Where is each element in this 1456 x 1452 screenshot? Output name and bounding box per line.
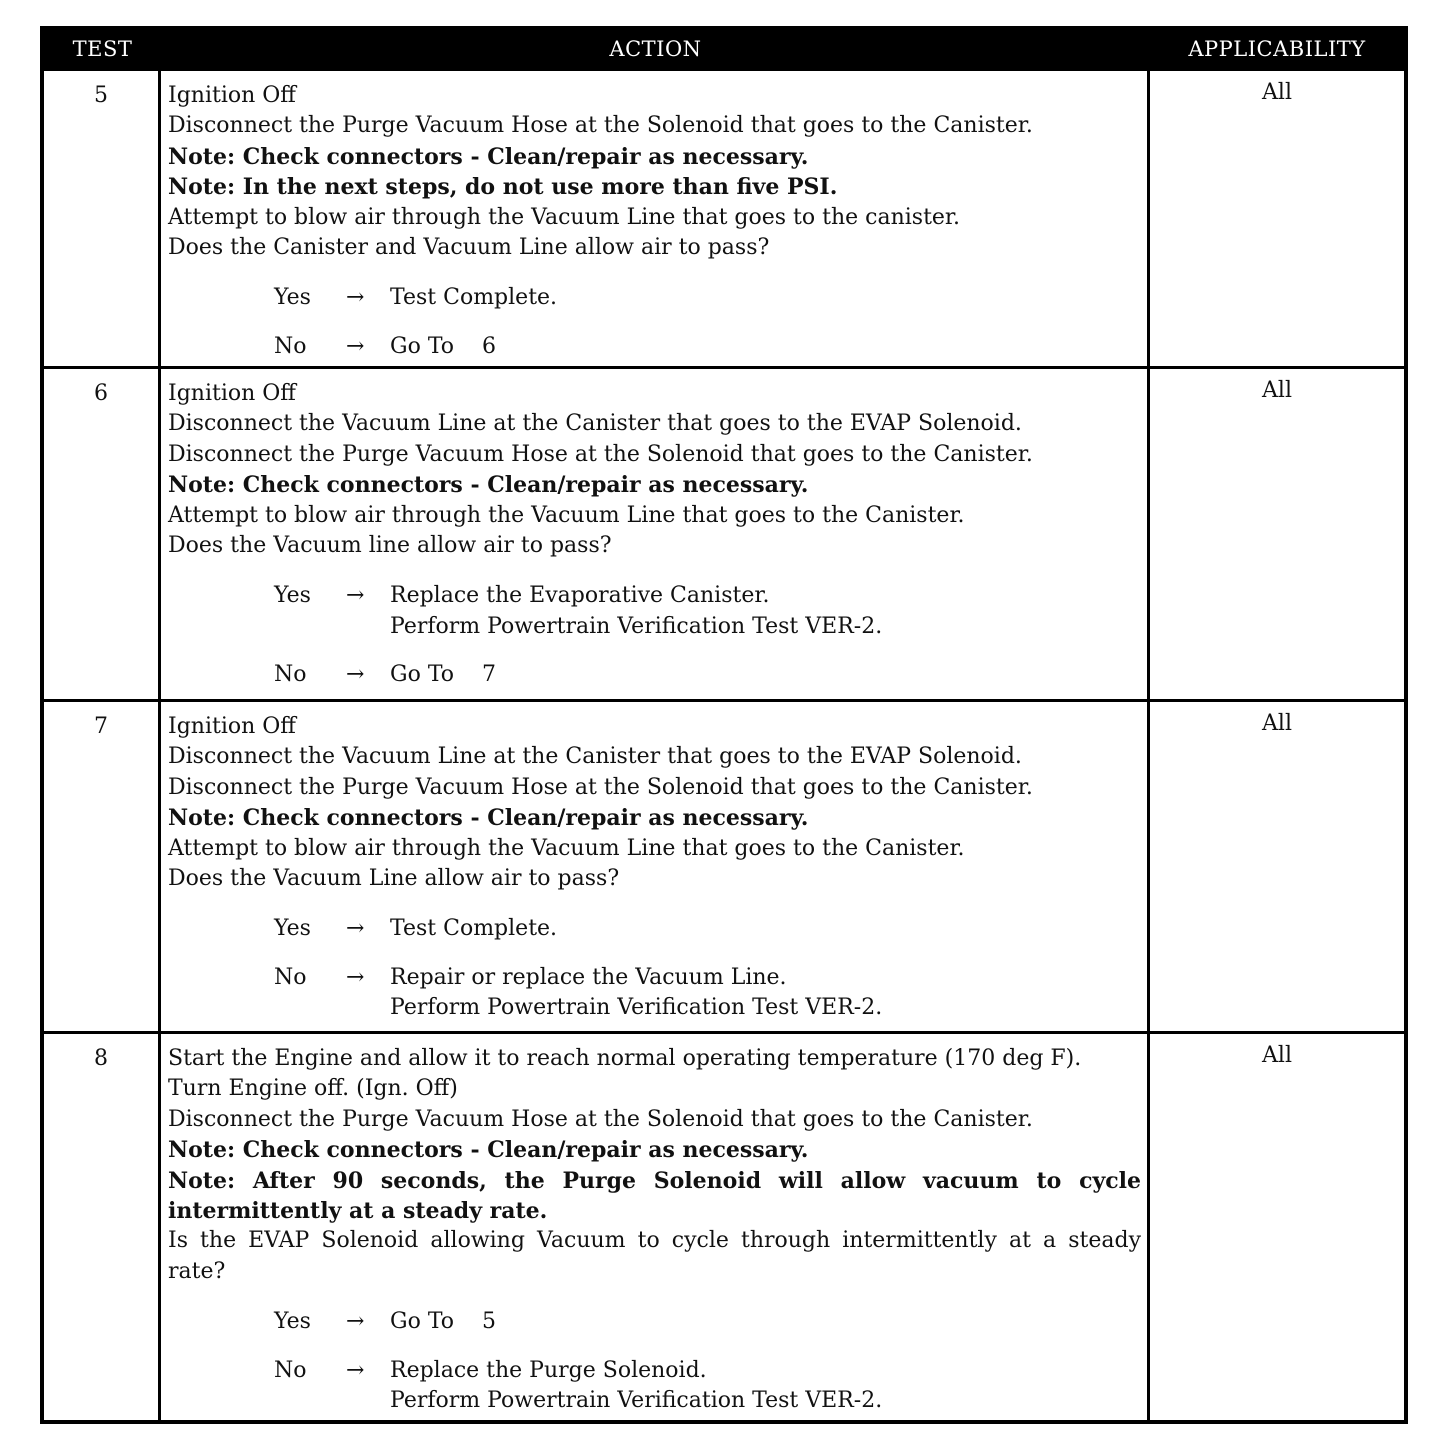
arrow-icon: → bbox=[346, 964, 365, 990]
outcome-label: Yes bbox=[274, 583, 311, 609]
applicability: All bbox=[1262, 711, 1292, 736]
diagnostic-test-table bbox=[40, 26, 1408, 1424]
note-line: Note: In the next steps, do not use more than five PSI. bbox=[168, 174, 838, 201]
note-line: Note: Check connectors - Clean/repair as necessary. bbox=[168, 1137, 809, 1164]
question-line: Does the Vacuum line allow air to pass? bbox=[168, 533, 612, 559]
table-row-test-8 bbox=[44, 1031, 1404, 1420]
outcome-result bbox=[390, 914, 1141, 944]
table-header bbox=[44, 30, 1404, 68]
outcome-yes bbox=[274, 914, 1141, 944]
outcome-yes bbox=[274, 1307, 1141, 1337]
test-number: 5 bbox=[44, 71, 161, 370]
action-line: Disconnect the Vacuum Line at the Canister that goes to the EVAP Solenoid. bbox=[168, 744, 1022, 770]
outcome-result bbox=[390, 581, 1141, 642]
arrow-icon: → bbox=[346, 1309, 365, 1335]
question-line: Is the EVAP Solenoid allowing Vacuum to cycle through intermittently at a steady rate? bbox=[168, 1228, 1141, 1284]
result-line: Repair or replace the Vacuum Line. bbox=[390, 964, 787, 990]
table-row-test-6 bbox=[44, 366, 1404, 699]
action-cell bbox=[161, 702, 1150, 1032]
result-line: Perform Powertrain Verification Test VER-2. bbox=[390, 995, 883, 1021]
test-number: 6 bbox=[44, 369, 161, 699]
outcome-no bbox=[274, 660, 1141, 690]
action-line: Ignition Off bbox=[168, 83, 296, 108]
result-line: Perform Powertrain Verification Test VER-2. bbox=[390, 1388, 883, 1414]
outcome-no bbox=[274, 332, 1141, 362]
action-cell bbox=[161, 369, 1150, 699]
action-line: Attempt to blow air through the Vacuum Line that goes to the Canister. bbox=[168, 502, 965, 528]
header-action: ACTION bbox=[609, 37, 702, 61]
action-cell bbox=[161, 1034, 1150, 1424]
result-line: Test Complete. bbox=[390, 285, 558, 311]
result-line: Perform Powertrain Verification Test VER-2. bbox=[390, 613, 883, 639]
note-line: Note: Check connectors - Clean/repair as necessary. bbox=[168, 143, 809, 170]
outcome-label: No bbox=[274, 1357, 307, 1383]
outcome-no bbox=[274, 963, 1141, 1024]
outcome-label: Yes bbox=[274, 1309, 311, 1335]
outcome-label: No bbox=[274, 964, 307, 990]
result-line: Replace the Evaporative Canister. bbox=[390, 583, 770, 609]
applicability: All bbox=[1262, 1043, 1292, 1068]
arrow-icon: → bbox=[346, 662, 365, 688]
action-line: Disconnect the Purge Vacuum Hose at the Solenoid that goes to the Canister. bbox=[168, 1106, 1033, 1132]
test-number: 8 bbox=[44, 1034, 161, 1424]
action-line: Ignition Off bbox=[168, 714, 296, 739]
action-cell bbox=[161, 71, 1150, 370]
test-number: 7 bbox=[44, 702, 161, 1032]
outcome-result bbox=[390, 963, 1141, 1024]
note-line: Note: Check connectors - Clean/repair as necessary. bbox=[168, 805, 809, 832]
applicability: All bbox=[1262, 378, 1292, 403]
question-line: Does the Vacuum Line allow air to pass? bbox=[168, 866, 620, 892]
result-line: Go To 5 bbox=[390, 1309, 496, 1335]
action-line: Disconnect the Vacuum Line at the Canister that goes to the EVAP Solenoid. bbox=[168, 411, 1022, 437]
outcome-result bbox=[390, 1356, 1141, 1417]
outcome-label: No bbox=[274, 662, 307, 688]
action-line: Start the Engine and allow it to reach normal operating temperature (170 deg F). bbox=[168, 1046, 1082, 1071]
action-line: Turn Engine off. (Ign. Off) bbox=[168, 1076, 458, 1102]
outcome-result bbox=[390, 332, 1141, 362]
action-line: Attempt to blow air through the Vacuum Line that goes to the Canister. bbox=[168, 835, 965, 861]
note-line: Note: After 90 seconds, the Purge Solenoid will allow vacuum to cycle intermittently at a steady rate. bbox=[168, 1167, 1141, 1225]
applicability: All bbox=[1262, 80, 1292, 105]
arrow-icon: → bbox=[346, 333, 365, 359]
outcome-result bbox=[390, 1307, 1141, 1337]
outcome-result bbox=[390, 283, 1141, 313]
result-line: Go To 7 bbox=[390, 662, 496, 688]
result-line: Go To 6 bbox=[390, 333, 496, 359]
action-line: Disconnect the Purge Vacuum Hose at the Solenoid that goes to the Canister. bbox=[168, 441, 1033, 467]
arrow-icon: → bbox=[346, 916, 365, 942]
question-line: Does the Canister and Vacuum Line allow air to pass? bbox=[168, 235, 770, 261]
table-row-test-5 bbox=[44, 68, 1404, 366]
result-line: Replace the Purge Solenoid. bbox=[390, 1357, 707, 1383]
action-line: Attempt to blow air through the Vacuum Line that goes to the canister. bbox=[168, 204, 961, 230]
outcome-yes bbox=[274, 283, 1141, 313]
table-row-test-7 bbox=[44, 699, 1404, 1031]
outcome-label: Yes bbox=[274, 916, 311, 942]
header-test: TEST bbox=[72, 37, 133, 61]
action-line: Disconnect the Purge Vacuum Hose at the Solenoid that goes to the Canister. bbox=[168, 113, 1033, 139]
arrow-icon: → bbox=[346, 1357, 365, 1383]
result-line: Test Complete. bbox=[390, 916, 558, 942]
outcome-yes bbox=[274, 581, 1141, 642]
outcome-no bbox=[274, 1356, 1141, 1417]
outcome-label: No bbox=[274, 333, 307, 359]
outcome-result bbox=[390, 660, 1141, 690]
action-line: Ignition Off bbox=[168, 381, 296, 406]
note-line: Note: Check connectors - Clean/repair as necessary. bbox=[168, 472, 809, 499]
outcome-label: Yes bbox=[274, 285, 311, 311]
arrow-icon: → bbox=[346, 285, 365, 311]
action-line: Disconnect the Purge Vacuum Hose at the Solenoid that goes to the Canister. bbox=[168, 774, 1033, 800]
arrow-icon: → bbox=[346, 583, 365, 609]
header-applicability: APPLICABILITY bbox=[1188, 37, 1366, 61]
